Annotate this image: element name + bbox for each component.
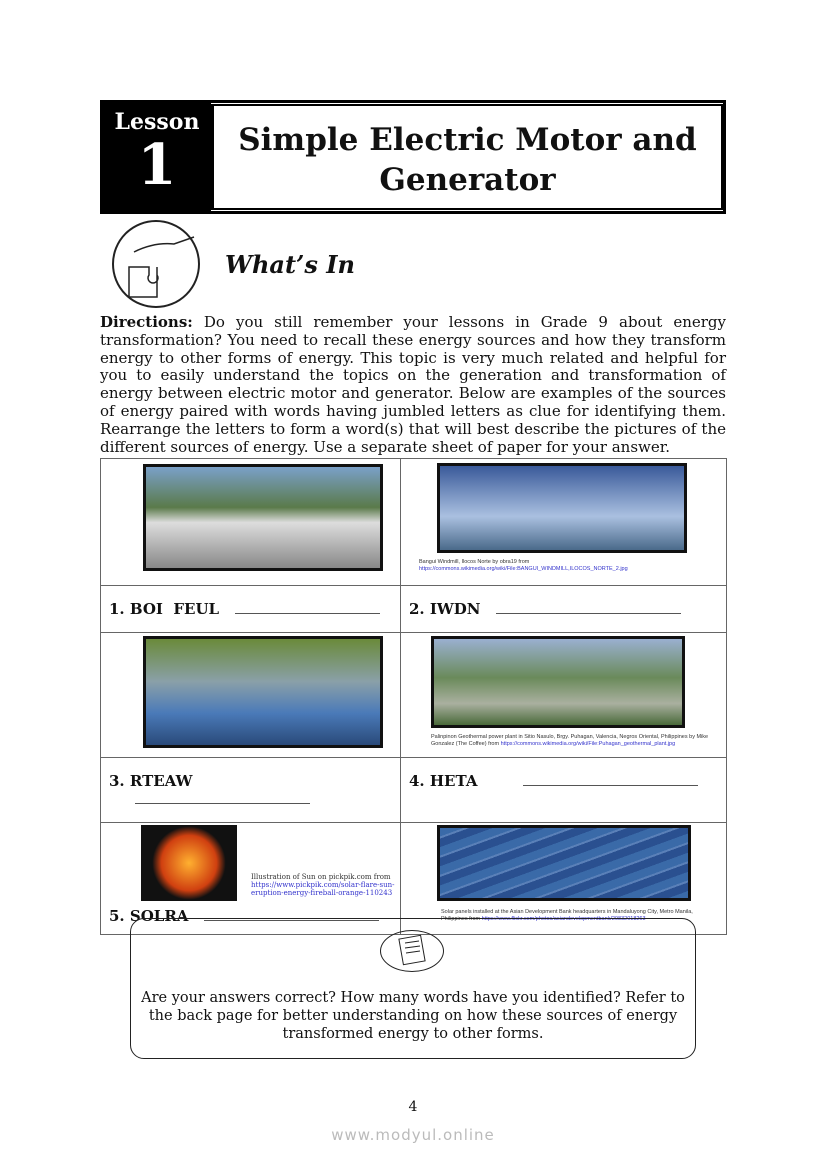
directions-text: Do you still remember your lessons in Grade 9 about energy transformation? You need to recall these energy sources and how they transform energy to other forms of energy. This topic is very much related and helpful for you to easily understand the topics on the generation and transformation of energy between electric motor and generator. Below are examples of the sources of energy paired with words having jumbled letters as clue for identifying them. Rearrange the letters to form a word(s) that will best describe the pictures of the different sources of energy. Use a separate sheet of paper for your answer.: [100, 313, 726, 456]
lesson-number: 1: [137, 132, 177, 198]
item-3: [101, 758, 401, 823]
image-caption: Illustration of Sun on pickpik.com from: [251, 873, 391, 881]
jumbled-word: 5. SOLRA: [109, 907, 189, 925]
item-4: [401, 758, 727, 823]
image-cell: [101, 459, 401, 586]
answer-blank: [523, 785, 698, 786]
windmill-image: [437, 463, 687, 553]
puzzle-hand-icon: [112, 220, 200, 308]
directions-paragraph: [100, 314, 726, 456]
answer-blank: [496, 613, 681, 614]
lesson-title: Simple Electric Motor and Generator: [211, 104, 723, 210]
jumbled-word: 2. IWDN: [409, 600, 481, 618]
answer-blank: [235, 613, 380, 614]
solar-panels-image: [437, 825, 691, 901]
sun-image: [141, 825, 237, 901]
reflection-text: Are your answers correct? How many words have you identified? Refer to the back page for better understanding on how these sources of energy transformed energy to other forms.: [141, 990, 685, 1042]
image-caption: Bangui Windmill, Ilocos Norte by obra19 from: [419, 559, 530, 565]
source-link[interactable]: https://commons.wikimedia.org/wiki/File:Puhagan_geothermal_plant.jpg: [500, 741, 676, 747]
image-cell: [101, 633, 401, 758]
jumbled-word: 1. BOI FEUL: [109, 600, 220, 618]
section-title: What’s In: [225, 250, 355, 279]
source-link[interactable]: https://www.pickpik.com/solar-flare-sun-eruption-energy-fireball-orange-110243: [251, 881, 395, 897]
answer-blank: [135, 803, 310, 804]
image-cell: [401, 459, 727, 586]
directions-label: Directions:: [100, 313, 193, 331]
image-cell: [401, 633, 727, 758]
page-number: 4: [408, 1099, 418, 1115]
paper-notes-icon: [380, 930, 444, 972]
geothermal-plant-image: [431, 636, 685, 728]
source-link[interactable]: https://commons.wikimedia.org/wiki/File:BANGUI_WINDMILL,ILOCOS_NORTE_2.jpg: [419, 566, 628, 572]
jumbled-word: 3. RTEAW: [109, 772, 193, 790]
dam-image: [143, 636, 383, 748]
lesson-badge: [103, 103, 211, 211]
item-1: [101, 586, 401, 633]
image-caption: Solar panels installed at the Asian Development Bank headquarters in Mandaluyong City, Metro Manila, Philippines from: [441, 909, 693, 922]
gas-station-image: [143, 464, 383, 571]
item-2: [401, 586, 727, 633]
jumbled-word: 4. HETA: [409, 772, 478, 790]
watermark: www.modyul.online: [331, 1126, 495, 1144]
source-link[interactable]: https://www.flickr.com/photos/asiandevelopmentbank/29832018263: [481, 916, 646, 922]
energy-sources-table: [100, 458, 727, 935]
lesson-label: Lesson: [114, 109, 200, 135]
image-caption: Palinpinon Geothermal power plant in Sitio Nasulo, Brgy. Puhagan, Valencia, Negros Oriental, Philippines by Mike Gonzalez (The Coffee) from: [431, 734, 709, 747]
